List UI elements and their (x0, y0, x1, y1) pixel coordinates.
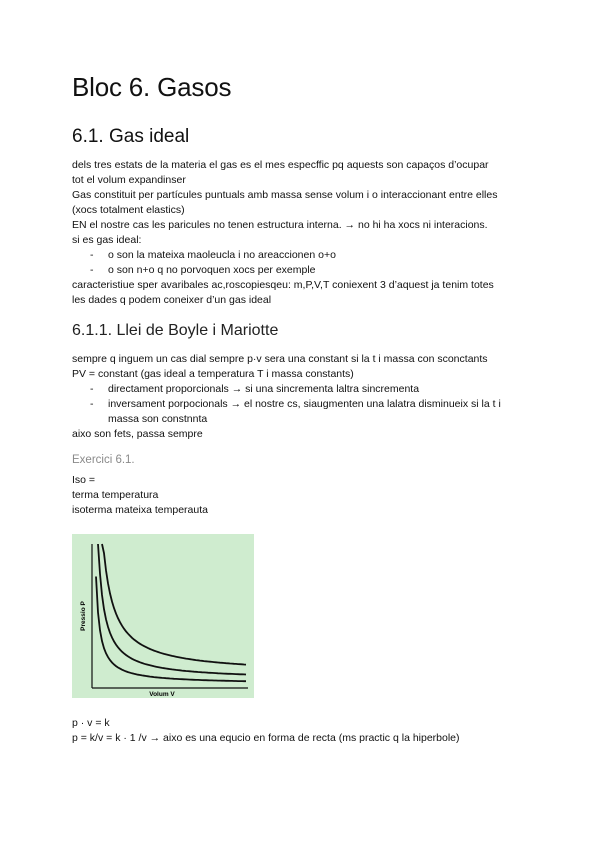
intro-paragraph (72, 158, 532, 308)
text-line: caracteristiue sper avaribales ac,roscopiesqeu: m,P,V,T coniexent 3 d’aquest ja tenim totes (72, 279, 494, 291)
isotherm-curve-low (96, 577, 246, 682)
text-line: PV = constant (gas ideal a temperatura T i massa constants) (72, 368, 354, 380)
exercise-heading: Exercici 6.1. (72, 454, 135, 466)
text-line: dels tres estats de la materia el gas es el mes especffic pq aquests son capaços d’ocupar (72, 159, 489, 171)
formulas (72, 716, 532, 746)
text-line: Iso = (72, 474, 96, 486)
ideal-gas-list (72, 248, 532, 278)
proportionality-list (72, 382, 532, 427)
text-line: (xocs totalment elastics) (72, 204, 185, 216)
x-axis-label: Volum V (149, 691, 175, 698)
isotherm-curve-high (102, 544, 246, 665)
y-axis-label: Pressio P (80, 601, 87, 631)
list-item: - o son n+o q no porvoquen xocs per exemple (72, 263, 532, 278)
formula-line: p = k/v = k · 1 /v → aixo es una equcio en forma de recta (ms practic q la hiperbole) (72, 732, 460, 744)
isotherm-chart (72, 534, 254, 698)
list-item: - directament proporcionals → si una sincrementa laltra sincrementa (72, 382, 532, 397)
text-line: sempre q inguem un cas dial sempre p·v sera una constant si la t i massa con sconctants (72, 353, 488, 365)
isotherm-curve-mid (98, 544, 246, 675)
text-line: les dades q podem coneixer d’un gas ideal (72, 294, 272, 306)
exercise-notes (72, 473, 532, 518)
text-line: isoterma mateixa temperauta (72, 504, 208, 516)
list-item: - o son la mateixa maoleucla i no areaccionen o+o (72, 248, 532, 263)
page-title: Bloc 6. Gasos (72, 72, 232, 102)
isotherm-figure (72, 534, 254, 698)
text-line: aixo son fets, passa sempre (72, 428, 203, 440)
text-line: si es gas ideal: (72, 234, 142, 246)
subsection-heading: 6.1.1. Llei de Boyle i Mariotte (72, 322, 279, 339)
text-line: terma temperatura (72, 489, 159, 501)
section-heading: 6.1. Gas ideal (72, 126, 190, 147)
text-line: tot el volum expandinser (72, 174, 186, 186)
boyle-paragraph (72, 352, 532, 442)
formula-line: p · v = k (72, 717, 110, 729)
text-line: EN el nostre cas les paricules no tenen estructura interna. → no hi ha xocs ni interacions. (72, 219, 488, 231)
text-line: Gas constituit per partícules puntuals amb massa sense volum i o interaccionant entre elles (72, 189, 498, 201)
list-item: - inversament porpocionals → el nostre cs, siaugmenten una lalatra disminueix si la t i massa son constnnta (72, 397, 532, 427)
